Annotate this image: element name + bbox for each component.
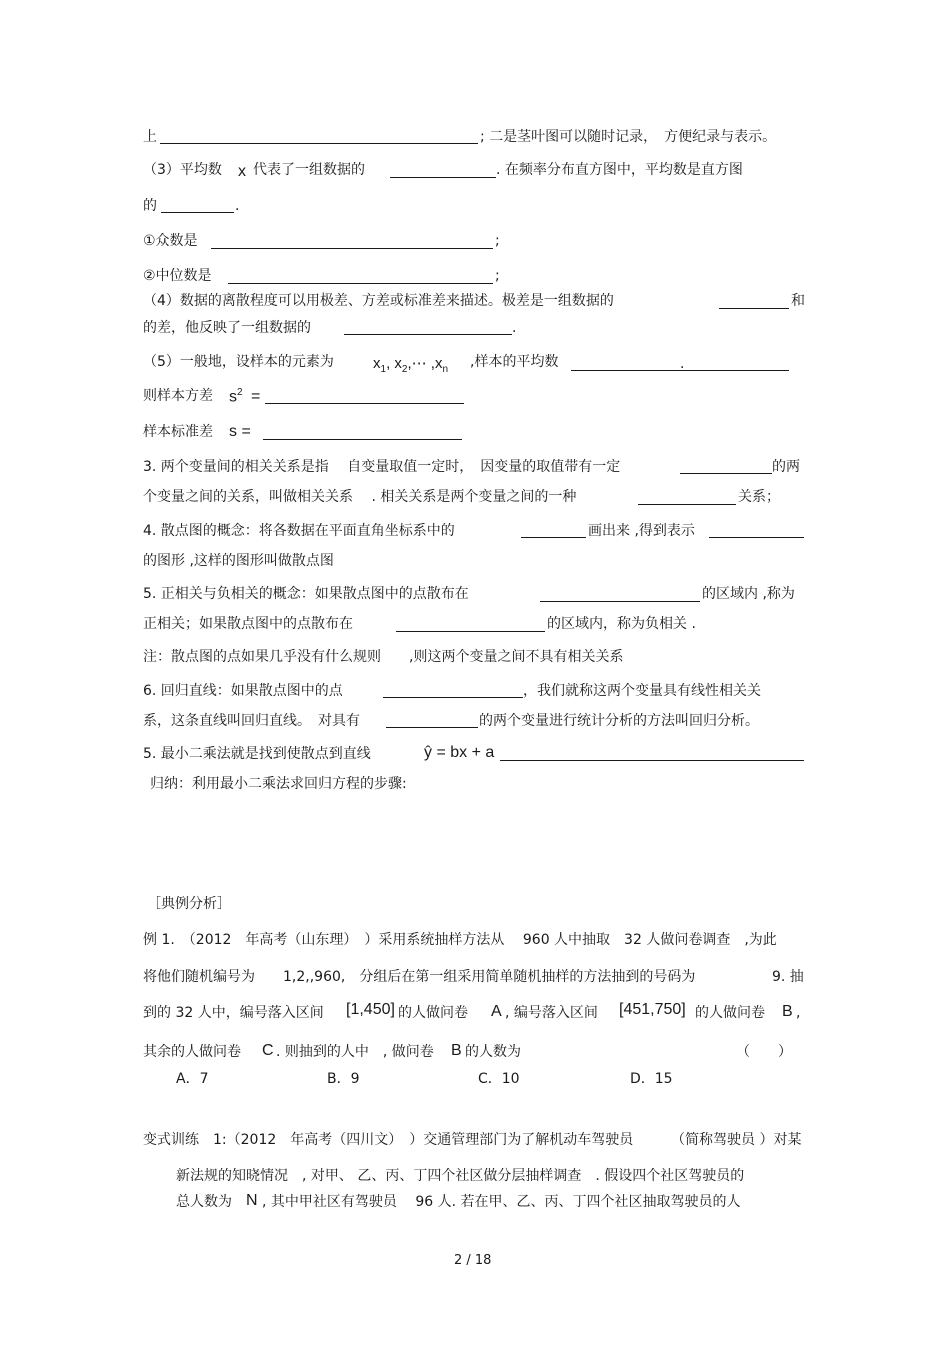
text: 的 — [143, 198, 157, 214]
text: . — [512, 320, 517, 336]
text-line — [512, 319, 516, 337]
text-line — [143, 423, 213, 441]
math-symbol — [246, 1192, 258, 1210]
text: ; — [495, 233, 500, 249]
text: 4. 散点图的概念：将各数据在平面直角坐标系中的 — [143, 523, 455, 539]
answer-parentheses — [736, 1043, 792, 1061]
text: ①众数是 — [143, 233, 198, 249]
text-line — [495, 267, 500, 285]
text: = — [251, 388, 261, 406]
answer-blank — [680, 473, 772, 474]
interval — [619, 1001, 686, 1019]
option-a — [176, 1070, 208, 1088]
text-line — [495, 232, 500, 250]
text-line — [480, 128, 776, 146]
text: , x — [386, 355, 402, 372]
text-line — [143, 128, 157, 146]
variance-symbol — [229, 384, 260, 406]
text-line — [671, 1131, 801, 1149]
text-line — [496, 161, 743, 179]
text: 画出来 ,得到表示 — [588, 523, 695, 539]
text-line — [150, 775, 407, 793]
answer-blank — [500, 760, 804, 761]
text-line — [253, 161, 365, 179]
regression-equation — [424, 744, 494, 762]
text: D．15 — [630, 1071, 673, 1087]
text: 5. 最小二乘法就是找到使散点到直线 — [143, 746, 371, 762]
text-line — [143, 745, 371, 763]
text: 上 — [143, 129, 157, 145]
text: 变式训练 1:（2012 年高考（四川文） ）交通管理部门为了解机动车驾驶员 — [143, 1132, 634, 1148]
text-line — [143, 197, 157, 215]
text-line — [680, 355, 684, 373]
text-line — [796, 1004, 800, 1022]
text-line — [772, 458, 800, 476]
text: ,样本的平均数 — [470, 354, 559, 370]
text-line — [143, 968, 695, 986]
text: 9. 抽 — [772, 969, 804, 985]
text: , — [796, 1005, 801, 1021]
text: x — [373, 355, 381, 372]
text: 和 — [791, 293, 805, 309]
text-line — [465, 1043, 521, 1061]
math-symbol — [262, 1042, 274, 1060]
text: B — [782, 1003, 793, 1020]
answer-blank — [386, 727, 478, 728]
answer-blank — [160, 143, 478, 144]
text: 的图形 ,这样的图形叫做散点图 — [143, 553, 334, 569]
answer-blank — [396, 631, 545, 632]
answer-blank — [228, 283, 493, 284]
text: s = — [229, 423, 251, 440]
text: （5）一般地，设样本的元素为 — [143, 354, 334, 370]
answer-blank — [540, 601, 700, 602]
interval — [346, 1001, 395, 1019]
answer-blank — [719, 308, 789, 309]
text: 样本标准差 — [143, 424, 213, 440]
text-line — [738, 488, 780, 506]
text-line — [176, 1193, 232, 1211]
text: 归纳：利用最小二乘法求回归方程的步骤: — [150, 776, 407, 792]
text-line — [143, 458, 620, 476]
text-line — [143, 232, 198, 250]
text: 2 / 18 — [454, 1253, 492, 1268]
text: [1,450] — [346, 1001, 395, 1018]
text: . 则抽到的人中 , 做问卷 — [276, 1044, 434, 1060]
text: ［典例分析］ — [147, 896, 231, 912]
subscript: n — [442, 364, 449, 375]
math-sequence — [373, 355, 448, 379]
text: 个变量之间的关系，叫做相关关系 . 相关关系是两个变量之间的一种 — [143, 489, 577, 505]
option-d — [630, 1070, 673, 1088]
text-line — [547, 615, 696, 633]
answer-blank — [263, 439, 462, 440]
answer-blank — [344, 334, 512, 335]
text: 的人做问卷 — [695, 1005, 765, 1021]
text: ②中位数是 — [143, 268, 212, 284]
text: 的差，他反映了一组数据的 — [143, 320, 311, 336]
text-line — [505, 1004, 598, 1022]
text-line — [143, 682, 343, 700]
text: ,⋯ ,x — [407, 355, 443, 372]
text: 总人数为 — [176, 1194, 232, 1210]
text-line — [791, 292, 805, 310]
text: 系，这条直线叫回归直线。 对具有 — [143, 713, 360, 729]
answer-blank — [211, 248, 493, 249]
superscript: 2 — [237, 387, 243, 398]
text-line — [262, 1193, 741, 1211]
text: , 编号落入区间 — [505, 1005, 598, 1021]
math-symbol — [238, 163, 246, 181]
text-line — [143, 319, 311, 337]
text: 的区域内 ,称为 — [702, 586, 795, 602]
text-line — [702, 585, 795, 603]
text-line — [143, 615, 353, 633]
text: A．7 — [176, 1071, 209, 1087]
text: A — [491, 1003, 502, 1020]
text: 的两 — [772, 459, 800, 475]
page-number — [454, 1252, 491, 1270]
text: 将他们随机编号为 1,2,,960, 分组后在第一组采用简单随机抽样的方法抽到的号码为 — [143, 969, 696, 985]
text: （3）平均数 — [143, 162, 222, 178]
text-line — [143, 712, 360, 730]
text-line — [235, 197, 239, 215]
text: 其余的人做问卷 — [143, 1044, 241, 1060]
answer-blank — [390, 177, 496, 178]
text: ; 二是茎叶图可以随时记录， 方便纪录与表示。 — [480, 129, 777, 145]
text-line — [695, 1004, 765, 1022]
text: 5. 正相关与负相关的概念：如果散点图中的点散布在 — [143, 586, 469, 602]
text-line — [523, 682, 761, 700]
text-line — [143, 648, 623, 666]
text: 的两个变量进行统计分析的方法叫回归分析。 — [479, 713, 759, 729]
text: C．10 — [478, 1071, 520, 1087]
text: 例 1. （2012 年高考（山东理） ）采用系统抽样方法从 960 人中抽取 32 人做问卷调查 ,为此 — [143, 932, 777, 948]
text-line — [143, 353, 334, 371]
text-line — [276, 1043, 434, 1061]
answer-blank — [161, 212, 234, 213]
text: B — [451, 1042, 462, 1059]
text-line — [772, 968, 804, 986]
text-line — [143, 522, 455, 540]
subscript: 2 — [401, 364, 408, 375]
text: 则样本方差 — [143, 388, 213, 404]
math-symbol — [451, 1042, 462, 1060]
text: 的区域内，称为负相关 . — [547, 616, 696, 632]
text: 的人数为 — [465, 1044, 521, 1060]
text-line — [176, 1167, 744, 1185]
text: . 在频率分布直方图中，平均数是直方图 — [496, 162, 743, 178]
text: （ ） — [736, 1044, 792, 1060]
text: C — [262, 1042, 274, 1059]
text: 正相关；如果散点图中的点散布在 — [143, 616, 353, 632]
text: （4）数据的离散程度可以用极差、方差或标准差来描述。极差是一组数据的 — [143, 293, 614, 309]
text-line — [143, 1131, 633, 1149]
text-line — [143, 488, 576, 506]
text: ; — [495, 268, 500, 284]
text: 3. 两个变量间的相关关系是指 自变量取值一定时， 因变量的取值带有一定 — [143, 459, 621, 475]
text-line — [143, 292, 614, 310]
text: ŷ = bx + a — [424, 744, 495, 761]
text-line — [143, 1043, 241, 1061]
text-line — [143, 1004, 324, 1022]
text: 新法规的知晓情况 , 对甲、 乙、丙、丁四个社区做分层抽样调查 . 假设四个社区驾驶员的 — [176, 1168, 745, 1184]
option-b — [327, 1070, 360, 1088]
text: 注：散点图的点如果几乎没有什么规则 ,则这两个变量之间不具有相关关系 — [143, 649, 624, 665]
text-line — [143, 161, 222, 179]
text: s — [229, 388, 237, 406]
text-line — [143, 552, 334, 570]
text: 到的 32 人中，编号落入区间 — [143, 1005, 324, 1021]
text: 的人做问卷 — [398, 1005, 468, 1021]
text-line — [470, 353, 558, 371]
text: . — [235, 198, 240, 214]
text-line — [143, 585, 469, 603]
text: B．9 — [327, 1071, 360, 1087]
answer-blank — [383, 697, 523, 698]
text: （简称驾驶员 ）对某 — [671, 1132, 802, 1148]
text-line — [479, 712, 759, 730]
text-line — [143, 267, 212, 285]
text: 关系； — [738, 489, 780, 505]
answer-blank — [265, 403, 464, 404]
answer-blank — [638, 504, 736, 505]
text-line — [588, 522, 695, 540]
text: [451,750] — [619, 1001, 686, 1018]
text: . — [680, 356, 685, 372]
text-line — [143, 931, 777, 949]
text: 6. 回归直线：如果散点图中的点 — [143, 683, 343, 699]
text-line — [398, 1004, 468, 1022]
text-line — [143, 387, 213, 405]
answer-blank — [521, 537, 586, 538]
answer-blank — [709, 537, 804, 538]
text: x — [238, 163, 246, 180]
text: N — [246, 1192, 258, 1209]
text: , 其中甲社区有驾驶员 96 人. 若在甲、乙、丙、丁四个社区抽取驾驶员的人 — [262, 1194, 741, 1210]
option-c — [478, 1070, 520, 1088]
math-symbol — [491, 1003, 502, 1021]
text: ，我们就称这两个变量具有线性相关关 — [523, 683, 761, 699]
section-heading — [147, 895, 231, 913]
std-symbol — [229, 423, 251, 441]
subscript: 1 — [380, 364, 387, 375]
math-symbol — [782, 1003, 793, 1021]
text: 代表了一组数据的 — [253, 162, 365, 178]
